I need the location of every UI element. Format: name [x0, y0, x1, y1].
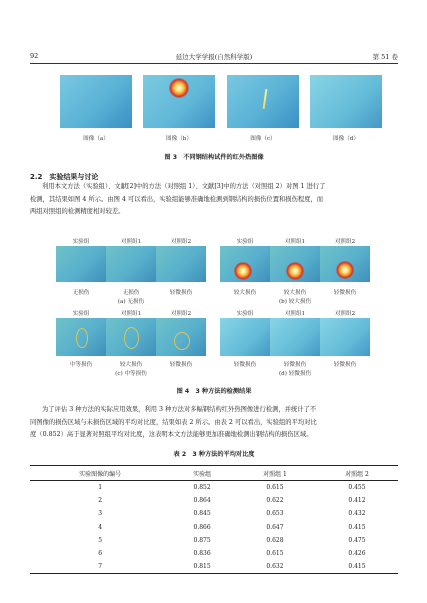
table-cell: 6	[98, 550, 103, 558]
table-cell: 1	[98, 484, 103, 492]
fig4b-image-control2	[320, 246, 370, 282]
table-row	[30, 494, 398, 507]
fig4d-header: 对照组1	[284, 311, 306, 317]
table-cell: 3	[98, 510, 103, 518]
fig4b-label: 较大损伤	[283, 290, 307, 296]
fig4b-label: 较大损伤	[233, 290, 257, 296]
fig4a-image-control2	[156, 246, 206, 282]
table-cell: 0.632	[234, 560, 316, 574]
table-cell: 0.845	[193, 510, 211, 518]
table-cell: 0.412	[348, 497, 366, 505]
damage-outline	[124, 327, 139, 349]
thermal-image-c	[227, 75, 299, 128]
fig4a-image-control1	[106, 246, 156, 282]
paragraph-1-line: 利用本文方法（实验组）、文献[2]中的方法（对照组 1）、文献[3]中的方法（对照组 2）对图 1 进行了	[42, 183, 326, 190]
fig3-caption-c: 图像（c）	[250, 136, 276, 142]
fig4d-header: 对照组2	[334, 311, 356, 317]
table-cell: 0.426	[348, 550, 366, 558]
paragraph-2-line: 度（0.852）高于显著对照组平均对比度，这表明本文方法能够更加准确地检测出钢结构的损伤区域。	[30, 431, 313, 439]
hotspot-marker	[286, 262, 304, 280]
fig4a-header: 对照组1	[120, 239, 142, 245]
paragraph-1	[30, 181, 398, 219]
paragraph-2	[30, 404, 398, 442]
crack-streak	[263, 89, 268, 109]
fig4c-header: 实验组	[72, 311, 90, 317]
table-row	[30, 507, 398, 520]
table-cell: 0.852	[193, 484, 211, 492]
page-number: 92	[30, 52, 39, 60]
fig4d-image-experiment	[220, 318, 270, 356]
fig4d-label: 轻微损伤	[283, 362, 307, 368]
figure3-number: 图 3	[164, 154, 178, 161]
table-cell: 0.432	[348, 510, 366, 518]
damage-outline	[76, 328, 88, 348]
table-cell: 0.415	[316, 560, 398, 574]
fig4d-header: 实验组	[236, 311, 254, 317]
table-cell: 0.653	[266, 510, 284, 518]
paragraph-1-line: 两组对照组的检测精度相对较差。	[30, 208, 125, 216]
fig4c-label: 中等损伤	[69, 362, 93, 368]
thermal-image-b	[143, 75, 215, 128]
fig3-caption-d: 图像（d）	[333, 136, 359, 142]
table-cell: 0.647	[266, 523, 284, 531]
table-cell: 0.866	[193, 523, 211, 531]
journal-title: 延边大学学报(自然科学版)	[175, 53, 253, 61]
contrast-table	[30, 465, 398, 574]
fig4b-image-experiment	[220, 246, 270, 282]
fig4a-subcaption: (a) 无损伤	[117, 299, 145, 305]
fig4c-header: 对照组1	[120, 311, 142, 317]
paragraph-2-line: 同图像的损伤区域与未损伤区域的平均对比度，结果如表 2 所示。由表 2 可以看出，实验组的平均对比	[30, 418, 317, 426]
table-cell: 0.615	[266, 550, 284, 558]
table-cell: 0.836	[193, 550, 211, 558]
fig4a-header: 实验组	[72, 239, 90, 245]
hotspot-marker	[169, 78, 189, 98]
fig4c-label: 轻微损伤	[169, 362, 193, 368]
fig4c-label: 较大损伤	[119, 362, 143, 368]
table2-number: 表 2	[173, 451, 187, 458]
table-cell: 0.475	[348, 536, 366, 544]
table2-title	[30, 449, 398, 458]
table2-text: 3 种方法的平均对比度	[192, 451, 255, 458]
table-cell: 0.864	[193, 497, 211, 505]
fig4a-image-experiment	[56, 246, 106, 282]
fig4a-label: 轻微损伤	[169, 290, 193, 296]
fig4d-image-control1	[270, 318, 320, 356]
table-cell: 2	[98, 497, 103, 505]
fig4a-header: 对照组2	[170, 239, 192, 245]
table-row	[30, 521, 398, 534]
figure4-title	[30, 386, 398, 395]
table-column-header: 对照组 2	[316, 466, 398, 481]
table-row	[30, 560, 398, 574]
fig4b-subcaption: (b) 较大损伤	[278, 299, 312, 305]
paragraph-1-line: 检测，其结果如图 4 所示。由图 4 可以看出，实验组能够准确地检测到钢结构的损伤位置和损伤程度，而	[30, 195, 324, 203]
fig4c-header: 对照组2	[170, 311, 192, 317]
fig4a-label: 无损伤	[72, 290, 90, 296]
fig4c-image-experiment	[56, 318, 106, 356]
table-cell: 0.455	[348, 484, 366, 492]
fig4b-header: 对照组2	[334, 239, 356, 245]
fig4d-subcaption: (d) 轻微损伤	[278, 371, 312, 377]
figure3-text: 不同钢结构试件的红外热图像	[183, 154, 264, 161]
table-cell: 7	[30, 560, 170, 574]
table-column-header: 实验图像的编号	[30, 466, 170, 481]
fig4d-label: 轻微损伤	[333, 362, 357, 368]
hotspot-marker	[234, 262, 252, 280]
table-cell: 5	[98, 536, 103, 544]
paragraph-2-line: 为了评估 3 种方法的实际应用效果，利用 3 种方法对多幅钢结构红外热图像进行检测，并统计了不	[42, 406, 317, 413]
fig4d-label: 轻微损伤	[233, 362, 257, 368]
table-cell: 0.415	[348, 523, 366, 531]
fig3-caption-a: 图像（a）	[83, 136, 109, 142]
table-cell: 0.815	[170, 560, 234, 574]
fig4d-image-control2	[320, 318, 370, 356]
header-rule	[30, 63, 398, 64]
table-row	[30, 481, 398, 495]
fig4c-subcaption: (c) 中等损伤	[115, 371, 147, 377]
figure4-number: 图 4	[176, 388, 190, 395]
table-row	[30, 547, 398, 560]
thermal-image-d	[310, 75, 382, 128]
table-column-header: 对照组 1	[234, 466, 316, 481]
volume-number: 第 51 卷	[372, 53, 398, 61]
fig4b-header: 对照组1	[284, 239, 306, 245]
table-cell: 0.628	[266, 536, 284, 544]
fig4a-label: 无损伤	[122, 290, 140, 296]
table-header-row	[30, 466, 398, 481]
figure3-title	[30, 152, 398, 161]
thermal-image-a	[60, 75, 132, 128]
fig4b-label: 轻微损伤	[333, 290, 357, 296]
hotspot-marker	[336, 261, 354, 279]
table-column-header: 实验组	[170, 466, 234, 481]
fig4c-image-control2	[156, 318, 206, 356]
table-cell: 0.622	[266, 497, 284, 505]
damage-outline	[174, 332, 190, 350]
table-cell: 4	[98, 523, 103, 531]
figure4-text: 3 种方法的检测结果	[195, 388, 252, 395]
table-cell: 0.615	[266, 484, 284, 492]
table-row	[30, 534, 398, 547]
fig4c-image-control1	[106, 318, 156, 356]
fig4b-header: 实验组	[236, 239, 254, 245]
fig3-caption-b: 图像（b）	[166, 136, 192, 142]
fig4b-image-control1	[270, 246, 320, 282]
section-heading: 2.2 实验结果与讨论	[30, 173, 99, 181]
table-cell: 0.875	[193, 536, 211, 544]
